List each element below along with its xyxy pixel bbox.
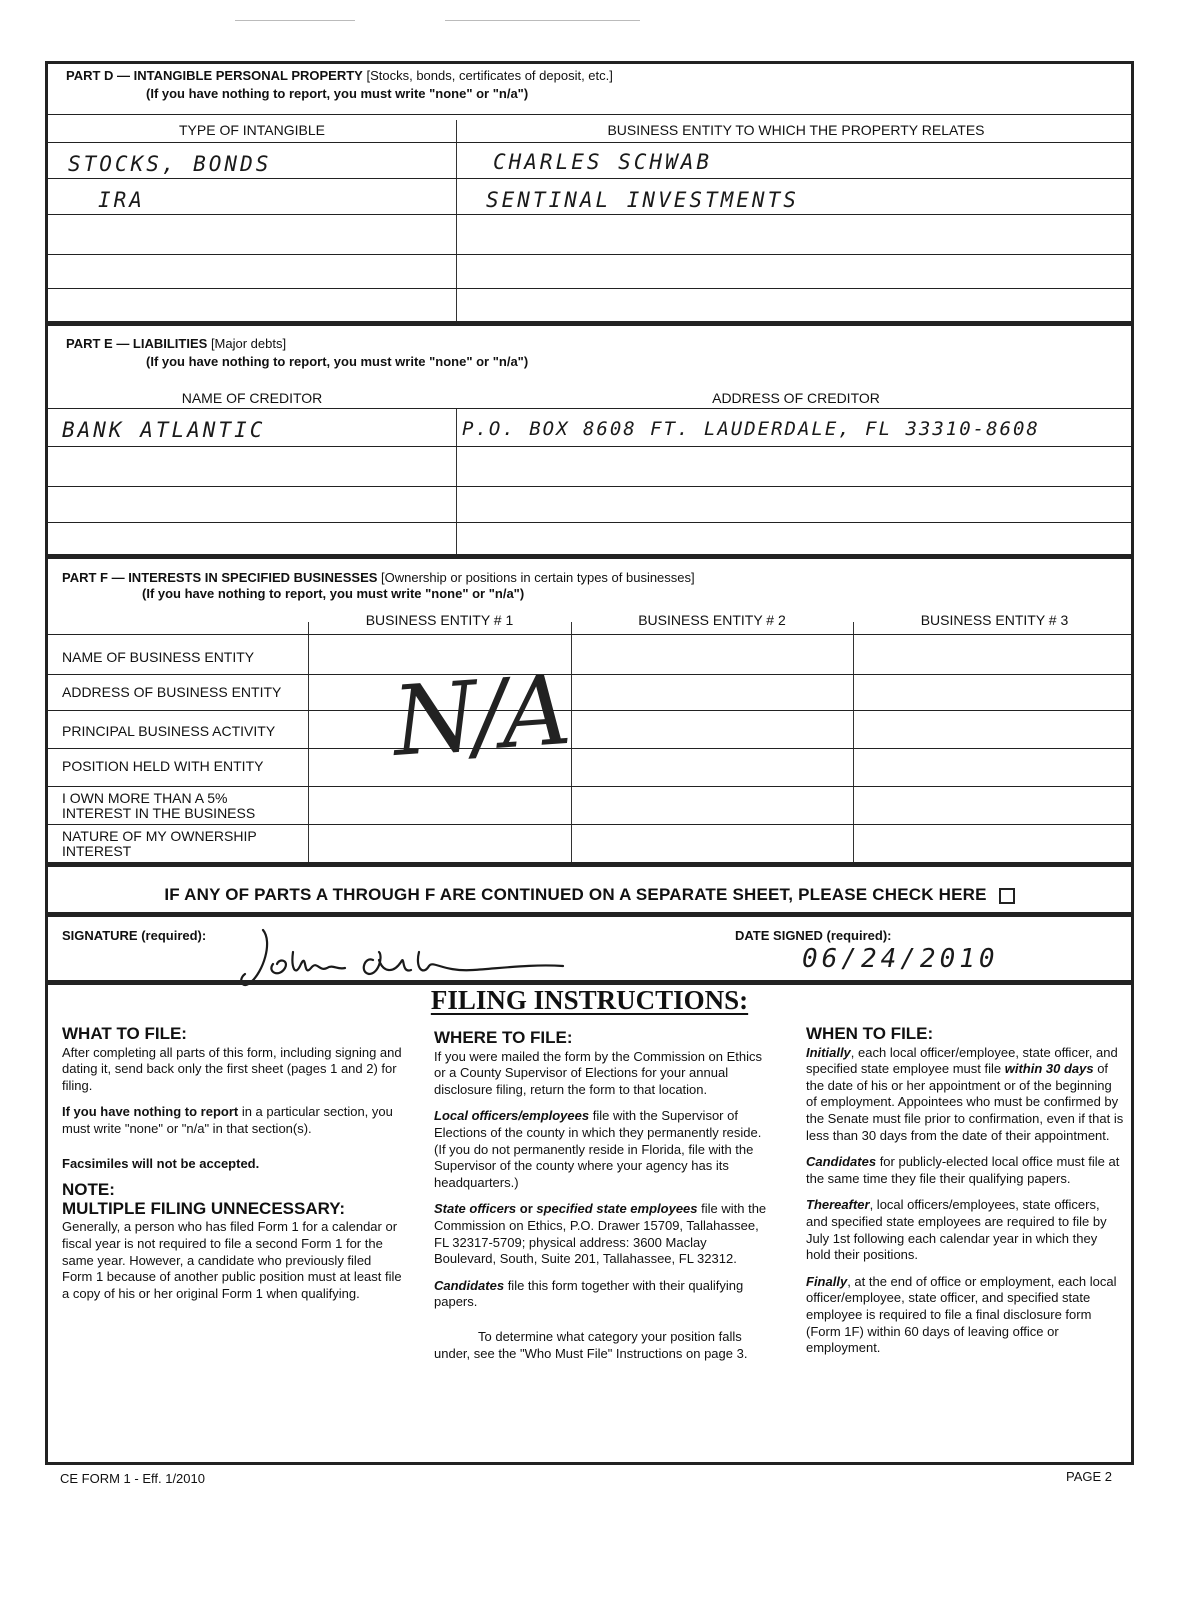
multiple-filing-text: Generally, a person who has filed Form 1 for a calendar or fiscal year is not required to file a second Form 1 for the same year. However, a candidate who previously filed Form 1 because of another public position must at least file a copy of his or her original Form 1 when qualifying.	[62, 1219, 402, 1301]
facsimiles-note: Facsimiles will not be accepted.	[62, 1155, 260, 1171]
scan-artifact	[445, 20, 640, 21]
page-number: PAGE 2	[1066, 1469, 1113, 1484]
intangible-entity-1: CHARLES SCHWAB	[493, 150, 713, 174]
part-e-heading: PART E — LIABILITIES	[66, 336, 208, 351]
col-business-entity-1: BUSINESS ENTITY # 1	[365, 612, 514, 628]
row-line	[48, 674, 1131, 675]
filing-instructions-title: FILING INSTRUCTIONS:	[430, 985, 749, 1015]
row-line	[48, 408, 1131, 409]
row-line	[48, 142, 1131, 143]
row-line	[48, 634, 1131, 635]
row-label-position: POSITION HELD WITH ENTITY	[62, 758, 264, 774]
row-line	[48, 214, 1131, 215]
row-label-activity: PRINCIPAL BUSINESS ACTIVITY	[62, 723, 276, 739]
col-address-of-creditor: ADDRESS OF CREDITOR	[712, 390, 880, 406]
what-to-file-p2-bold: If you have nothing to report	[62, 1104, 239, 1120]
part-f-instruction: (If you have nothing to report, you must write "none" or "n/a")	[142, 586, 525, 601]
creditor-address-1: P.O. BOX 8608 FT. LAUDERDALE, FL 33310-8608	[462, 418, 1040, 440]
row-line	[48, 748, 1131, 749]
where-to-file-column	[434, 1030, 770, 1372]
where-to-file-p4	[434, 1278, 770, 1311]
when-to-file-p4	[806, 1274, 1124, 1357]
column-divider	[308, 622, 309, 864]
part-d-heading: PART D — INTANGIBLE PERSONAL PROPERTY	[66, 68, 363, 83]
where-state-officers: State officers	[434, 1201, 517, 1217]
part-f-handwritten-na: N/A	[389, 654, 571, 778]
intangible-entity-2: SENTINAL INVESTMENTS	[486, 188, 799, 212]
when-candidates: Candidates	[806, 1154, 877, 1170]
what-to-file-p2	[62, 1104, 402, 1137]
scan-artifact	[235, 20, 355, 21]
where-local-officers-text: file with the Supervisor of Elections of the county in which they permanently reside. (If you do not permanently reside in Florida, file with the Supervisor of the county where your agency has its headquarters.)	[434, 1108, 762, 1190]
where-to-file-p3	[434, 1201, 770, 1267]
row-label-nature-of-interest: NATURE OF MY OWNERSHIP INTEREST	[62, 828, 257, 859]
divider	[48, 114, 1131, 115]
col-type-of-intangible: TYPE OF INTANGIBLE	[179, 122, 325, 138]
row-line	[48, 288, 1131, 289]
part-e-title	[66, 336, 286, 352]
column-divider	[456, 120, 457, 324]
row-line	[48, 254, 1131, 255]
where-or: or	[516, 1201, 537, 1217]
where-state-text: file with the Commission on Ethics, P.O. Drawer 15709, Tallahassee, FL 32317-5709; physical address: 3600 Maclay Boulevard, South, Suite 201, Tallahassee, FL 32312.	[434, 1201, 767, 1267]
part-d-note: [Stocks, bonds, certificates of deposit, etc.]	[362, 68, 613, 83]
multiple-filing-heading: MULTIPLE FILING UNNECESSARY:	[62, 1198, 346, 1218]
column-divider	[456, 408, 457, 556]
part-e-note: [Major debts]	[207, 336, 287, 351]
date-signed-value: 06/24/2010	[802, 944, 999, 974]
row-label-address: ADDRESS OF BUSINESS ENTITY	[62, 684, 282, 700]
part-d-instruction: (If you have nothing to report, you must write "none" or "n/a")	[146, 86, 529, 101]
section-divider	[48, 554, 1131, 559]
when-finally-text: , at the end of office or employment, each local officer/employee, state officer, and specified state employee is required to file a final disclosure form (Form 1F) within 60 days of leaving office or employment.	[806, 1273, 1117, 1356]
row-line	[48, 522, 1131, 523]
when-to-file-p2	[806, 1154, 1124, 1187]
creditor-name-1: BANK ATLANTIC	[62, 418, 266, 442]
row-line	[48, 710, 1131, 711]
when-thereafter: Thereafter	[806, 1197, 870, 1213]
continuation-notice-text: IF ANY OF PARTS A THROUGH F ARE CONTINUED ON A SEPARATE SHEET, PLEASE CHECK HERE	[164, 885, 987, 904]
when-initially-text-b: of the date of his or her appointment or of the beginning of employment. Appointees who must be confirmed by the Senate must file prior to confirmation, even if that is less than 30 days from the date of their appointment.	[806, 1061, 1124, 1143]
col-business-entity-2: BUSINESS ENTITY # 2	[638, 612, 786, 628]
continuation-checkbox[interactable]	[999, 888, 1015, 904]
part-d-title	[66, 68, 613, 84]
part-f-heading: PART F — INTERESTS IN SPECIFIED BUSINESSES	[62, 570, 378, 585]
note-heading: NOTE:	[62, 1180, 115, 1200]
where-candidates: Candidates	[434, 1277, 505, 1293]
row-line	[48, 446, 1131, 447]
when-initially: Initially	[806, 1044, 851, 1060]
where-to-file-p1: If you were mailed the form by the Commission on Ethics or a County Supervisor of Elections for your annual disclosure filing, return the form to that location.	[434, 1048, 763, 1097]
continuation-notice	[48, 885, 1131, 905]
where-to-file-heading: WHERE TO FILE:	[434, 1028, 573, 1047]
what-to-file-column	[62, 1026, 402, 1312]
when-to-file-p3	[806, 1197, 1124, 1263]
column-divider	[571, 622, 572, 864]
where-specified-employees: specified state employees	[536, 1201, 698, 1217]
when-thereafter-text: , local officers/employees, state officers, and specified state employees are required to file by July 1st following each calendar year in which they hold their positions.	[806, 1197, 1107, 1263]
when-candidates-text: for publicly-elected local office must file at the same time they file their qualifying papers.	[806, 1154, 1120, 1186]
part-f-note: [Ownership or positions in certain types of businesses]	[377, 570, 695, 585]
where-to-file-p5: To determine what category your position falls under, see the "Who Must File" Instructions on page 3.	[434, 1328, 748, 1361]
row-line	[48, 178, 1131, 179]
where-candidates-text: file this form together with their qualifying papers.	[434, 1277, 744, 1310]
where-local-officers: Local officers/employees	[434, 1108, 590, 1124]
when-to-file-p1	[806, 1045, 1124, 1145]
when-to-file-heading: WHEN TO FILE:	[806, 1024, 934, 1043]
form-frame	[45, 61, 1134, 1465]
part-f-title	[62, 570, 695, 586]
part-e-instruction: (If you have nothing to report, you must write "none" or "n/a")	[146, 354, 529, 369]
intangible-type-1: STOCKS, BONDS	[68, 152, 272, 176]
row-line	[48, 824, 1131, 825]
intangible-type-2: IRA	[98, 188, 145, 212]
section-divider	[48, 862, 1131, 867]
row-line	[48, 786, 1131, 787]
when-within-30-days: within 30 days	[1004, 1061, 1094, 1077]
when-to-file-column	[806, 1026, 1124, 1367]
row-label-ownership-5pct: I OWN MORE THAN A 5% INTEREST IN THE BUSINESS	[62, 790, 256, 821]
where-to-file-p2	[434, 1108, 770, 1191]
section-divider	[48, 321, 1131, 326]
when-initially-text-a: , each local officer/employee, state officer, and specified state employee must file	[806, 1044, 1118, 1077]
col-name-of-creditor: NAME OF CREDITOR	[181, 390, 323, 406]
what-to-file-p2-rest: in a particular section, you must write "none" or "n/a" in that section(s).	[62, 1104, 393, 1136]
date-signed-label: DATE SIGNED (required):	[735, 928, 892, 943]
form-id: CE FORM 1 - Eff. 1/2010	[60, 1471, 205, 1486]
row-line	[48, 486, 1131, 487]
what-to-file-heading: WHAT TO FILE:	[62, 1024, 187, 1043]
row-label-name: NAME OF BUSINESS ENTITY	[62, 649, 255, 665]
section-divider	[48, 912, 1131, 917]
signature-label: SIGNATURE (required):	[62, 928, 207, 943]
col-business-entity-3: BUSINESS ENTITY # 3	[920, 612, 1069, 628]
col-business-entity: BUSINESS ENTITY TO WHICH THE PROPERTY RELATES	[607, 122, 985, 138]
when-finally: Finally	[806, 1273, 848, 1289]
column-divider	[853, 622, 854, 864]
what-to-file-p1: After completing all parts of this form, including signing and dating it, send back only the first sheet (pages 1 and 2) for filing.	[62, 1044, 402, 1093]
